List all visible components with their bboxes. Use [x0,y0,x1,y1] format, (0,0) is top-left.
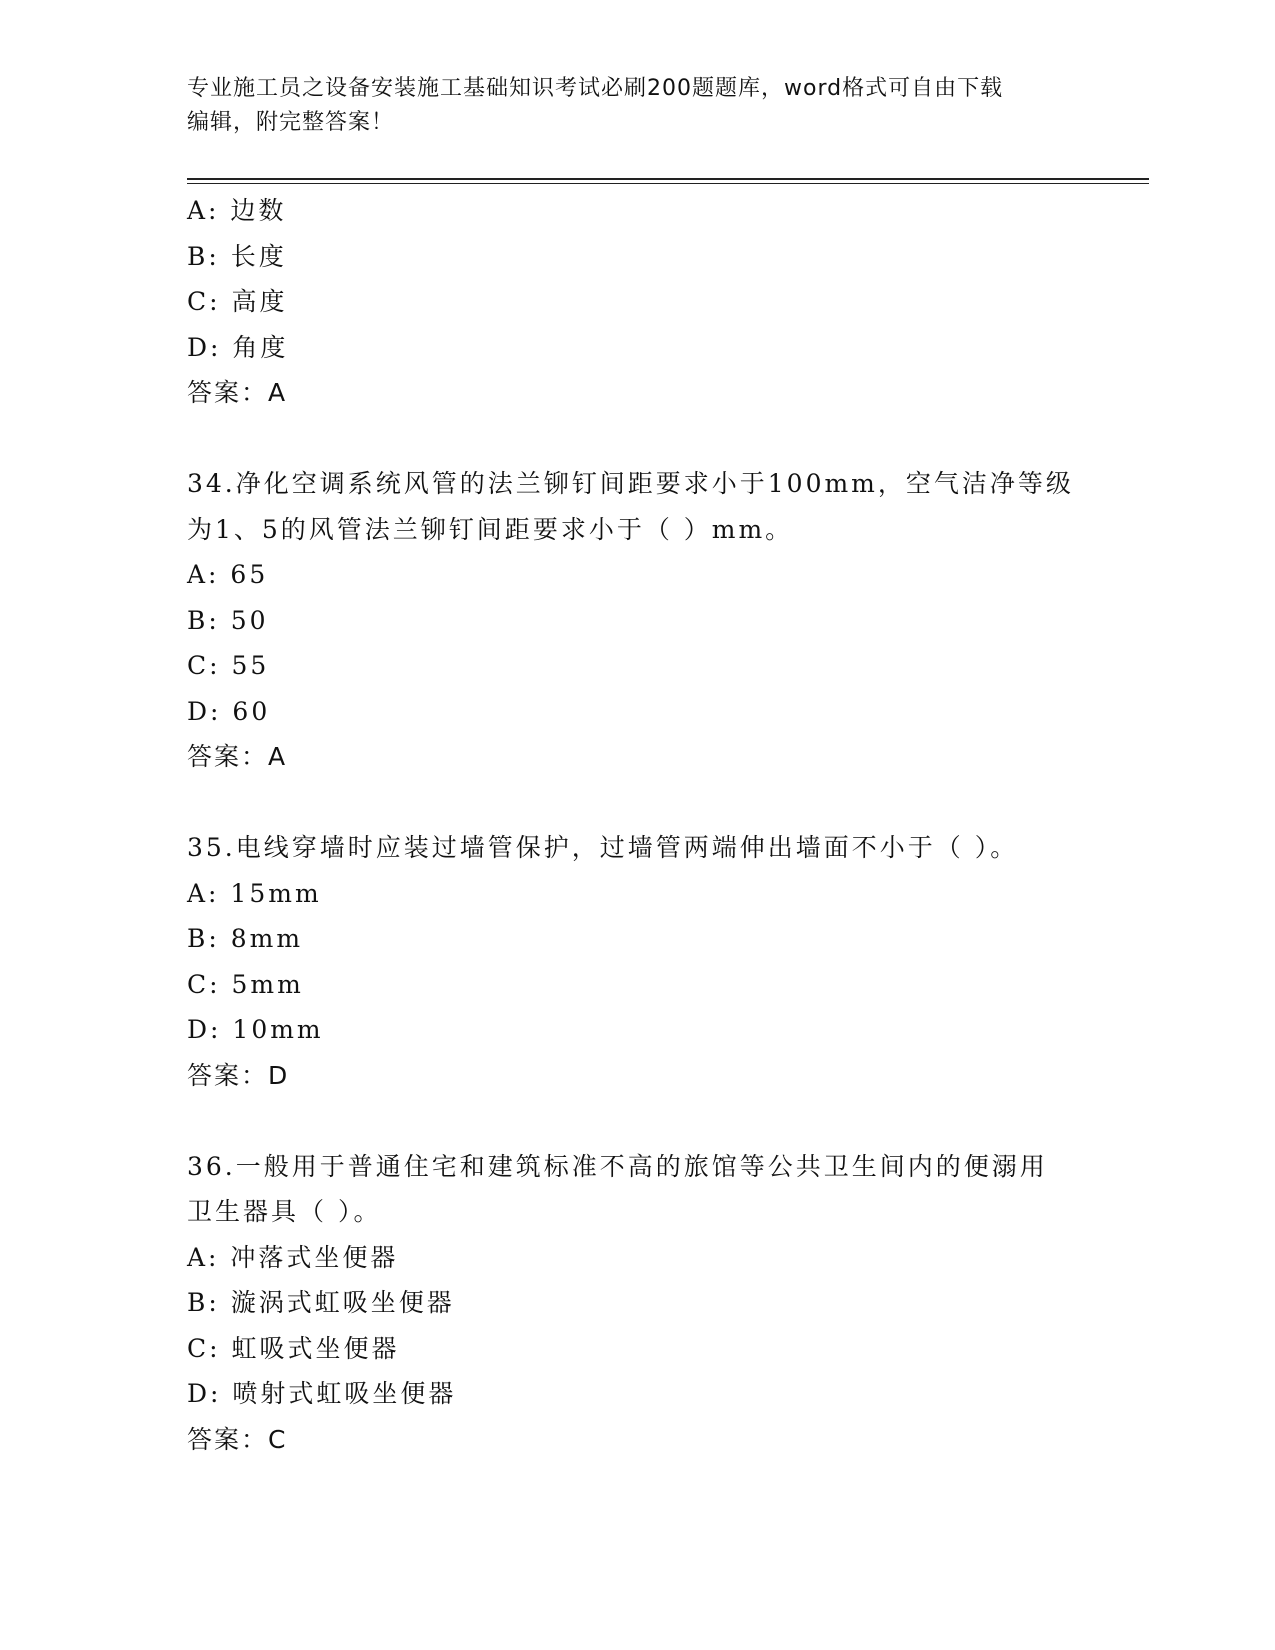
option-b: B: 50 [187,605,269,635]
option-a: A: 65 [187,560,269,589]
spacer [187,416,1087,462]
spacer [187,780,1087,826]
option-a: A: 边数 [187,196,287,225]
option-d: D: 角度 [187,332,289,362]
question-35 [187,825,1087,1098]
option-d: D: 10mm [187,1015,324,1044]
option-c: C: 高度 [187,287,288,316]
option-b: B: 漩涡式虹吸坐便器 [187,1288,455,1317]
question-33-continued [187,188,1087,416]
answer: 答案：D [187,1060,290,1090]
option-d: D: 喷射式虹吸坐便器 [187,1379,457,1408]
option-a: A: 15mm [187,878,322,908]
option-a: A: 冲落式坐便器 [187,1242,399,1272]
spacer [187,1098,1087,1144]
option-b: B: 8mm [187,924,304,953]
answer: 答案：C [187,1424,288,1454]
header-divider-thick [187,178,1149,180]
question-34 [187,461,1087,780]
question-text: 35.电线穿墙时应装过墙管保护，过墙管两端伸出墙面不小于（ ）。 [187,833,1019,862]
option-c: C: 5mm [187,969,304,999]
question-list [187,188,1087,1462]
question-text: 34.净化空调系统风管的法兰铆钉间距要求小于100mm，空气洁净等级 [187,469,1074,498]
question-text: 为1、5的风管法兰铆钉间距要求小于（ ）mm。 [187,514,794,544]
answer: 答案：A [187,742,288,771]
question-text: 卫生器具（ ）。 [187,1197,382,1226]
header-title-line1: 专业施工员之设备安装施工基础知识考试必刷200题题库，word格式可自由下载 [187,76,1004,101]
option-d: D: 60 [187,696,271,726]
option-c: C: 55 [187,651,270,680]
header-title-line2: 编辑，附完整答案！ [187,110,395,135]
answer: 答案：A [187,378,288,407]
option-c: C: 虹吸式坐便器 [187,1333,400,1363]
header-divider-thin [187,183,1149,184]
question-36 [187,1144,1087,1463]
question-text: 36.一般用于普通住宅和建筑标准不高的旅馆等公共卫生间内的便溺用 [187,1151,1048,1181]
document-header [187,72,1087,140]
option-b: B: 长度 [187,241,287,271]
